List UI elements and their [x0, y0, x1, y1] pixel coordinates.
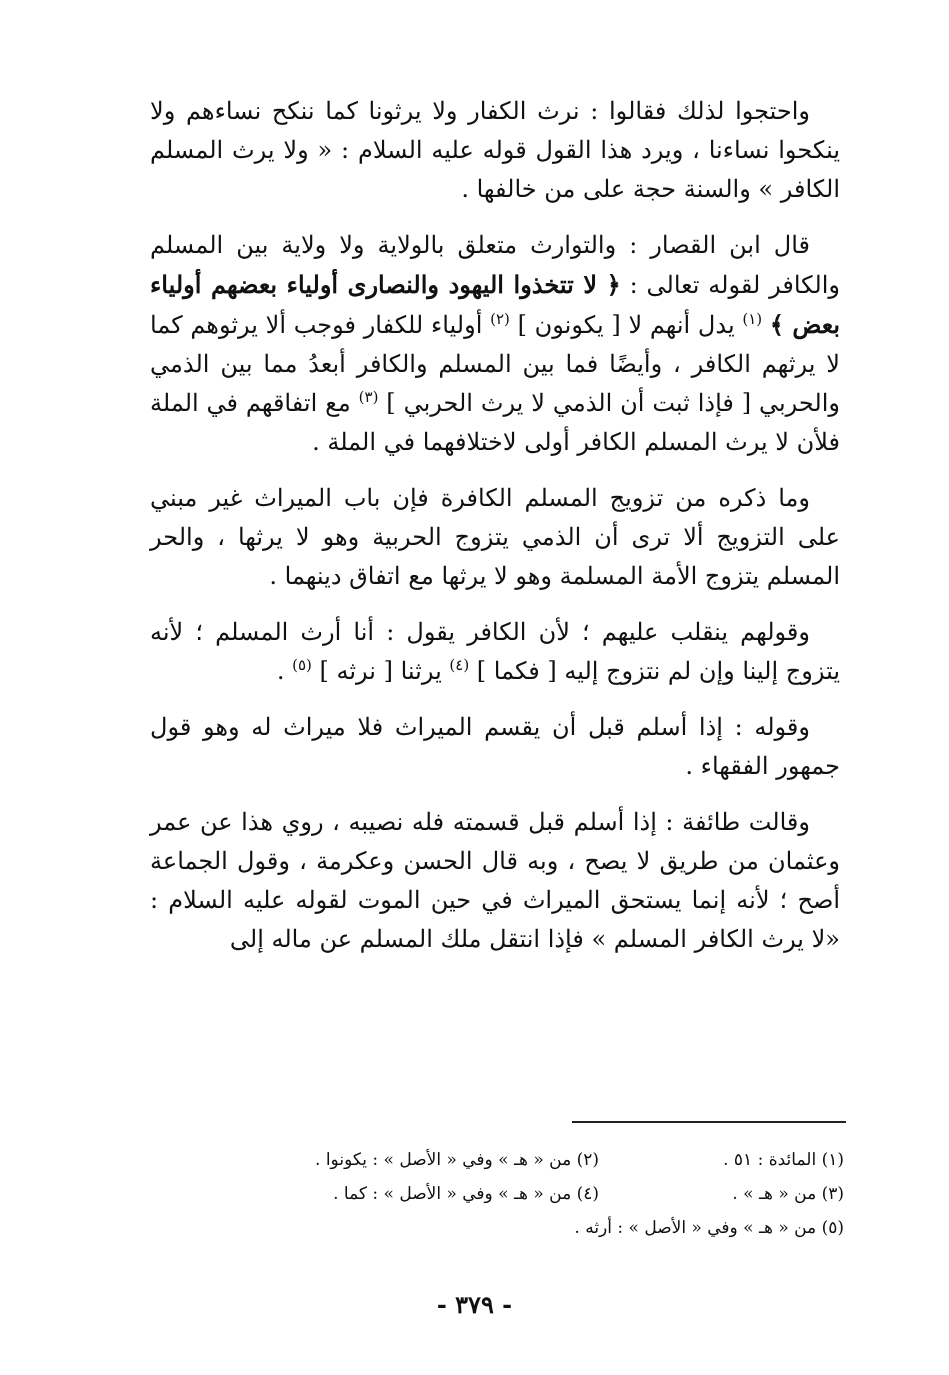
footnote-3: (٣) من « هـ » .: [732, 1184, 844, 1204]
ibn-qassar-end: مع اتفاقهم في الملة فلأن لا يرث المسلم الكافر أولى لاختلافهما في الملة .: [150, 389, 840, 456]
reversal-text-3: .: [276, 657, 293, 685]
footnote-2: (٢) من « هـ » وفي « الأصل » : يكونوا .: [315, 1150, 599, 1170]
footnotes: [190, 1143, 844, 1245]
footnote-divider: [572, 1121, 846, 1123]
footnote-1: (١) المائدة : ٥١ .: [723, 1150, 844, 1170]
footnote-ref-5: (٥): [292, 656, 312, 674]
paragraph-argument: واحتجوا لذلك فقالوا : نرث الكفار ولا يرثونا كما ننكح نساءهم ولا ينكحوا نساءنا ، ويرد هذا القول قوله عليه السلام : « ولا يرث المسلم الكافر » والسنة حجة على من خالفها .: [150, 97, 840, 203]
footnote-ref-3: (٣): [358, 388, 379, 406]
ibn-qassar-intro: قال ابن القصار : والتوارث متعلق بالولاية ولا ولاية بين المسلم والكافر لقوله تعالى :: [150, 231, 840, 299]
footnote-row: [190, 1143, 844, 1177]
paragraph-marriage: وما ذكره من تزويج المسلم الكافرة فإن باب الميراث غير مبني على التزويج ألا ترى أن الذمي يتزوج الحربية وهو لا يرثها ، والحر المسلم يتزوج الأمة المسلمة وهو لا يرثها مع اتفاق دينهما .: [150, 484, 840, 590]
footnote-ref-1: (١): [742, 310, 763, 328]
paragraph-ibn-qassar: [150, 226, 840, 462]
main-text: [150, 92, 840, 976]
paragraph-group-opinion: وقالت طائفة : إذا أسلم قبل قسمته فله نصيبه ، روي هذا عن عمر وعثمان من طريق لا يصح ، وبه قال الحسن وعكرمة ، وقول الجماعة أصح ؛ لأنه إنما يستحق الميراث في حين الموت لقوله عليه السلام : «لا يرث الكافر المسلم » فإذا انتقل ملك المسلم عن ماله إلى: [150, 808, 840, 953]
page-number: - ٣٧٩ -: [436, 1290, 513, 1319]
footnote-row: [190, 1211, 844, 1245]
reversal-text-2: يرثنا [ نرثه ]: [311, 657, 450, 685]
footnote-4: (٤) من « هـ » وفي « الأصل » : كما .: [333, 1184, 599, 1204]
footnote-5: (٥) من « هـ » وفي « الأصل » : أرثه .: [574, 1218, 844, 1238]
footnote-ref-4: (٤): [449, 656, 470, 674]
footnote-row: [190, 1177, 844, 1211]
paragraph-reversal: [150, 613, 840, 691]
quran-verse: ﴿ لا تتخذوا اليهود والنصارى أولياء بعضهم أولياء بعض ﴾: [150, 270, 841, 339]
ibn-qassar-mid-2: أولياء للكفار فوجب ألا يرثوهم كما لا يرثهم الكافر ، وأيضًا فما بين المسلم والكافر أبعدُ مما بين الذمي والحربي [ فإذا ثبت أن الذمي لا يرث الحربي ]: [150, 311, 840, 417]
footnote-ref-2: (٢): [490, 310, 510, 328]
ibn-qassar-mid-1: يدل أنهم لا [ يكونون ]: [509, 311, 743, 339]
paragraph-conversion: وقوله : إذا أسلم قبل أن يقسم الميراث فلا ميراث له وهو قول جمهور الفقهاء .: [150, 713, 840, 780]
reversal-text-1: وقولهم ينقلب عليهم ؛ لأن الكافر يقول : أنا أرث المسلم ؛ لأنه يتزوج إلينا وإن لم نتزوج إليه [ فكما ]: [150, 618, 840, 685]
